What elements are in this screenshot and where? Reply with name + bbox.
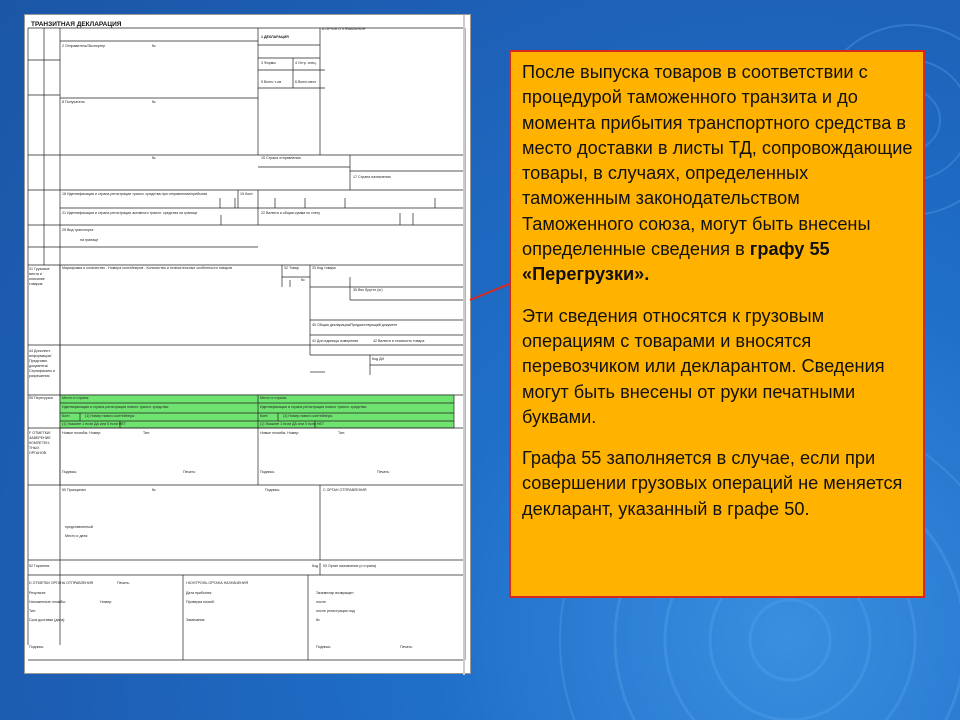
label-sign-2: Подпись:	[260, 470, 276, 474]
label-yes-no-2: (1) Укажите 1 если ДА или 0 если НЕТ	[260, 422, 325, 426]
label-principal: 50 Принципал	[62, 488, 86, 492]
label-place-date: Место и дата:	[65, 534, 89, 538]
label-country-dest: 17 Страна назначения	[353, 175, 391, 179]
label-no-3: №	[152, 156, 156, 160]
label-sign-3: Подпись:	[265, 488, 281, 492]
label-new-cont: (1) Номер нового контейнера:	[85, 414, 135, 418]
label-new-seals: Новые пломбы: Номер:	[62, 431, 102, 435]
label-stamp-4: Печать:	[400, 645, 413, 649]
label-yes-no: (1) Укажите 1 если ДА или 0 если НЕТ	[62, 422, 127, 426]
note-p1-text: После выпуска товаров в соответствии с процедурой таможенного транзита и до момента прибытия транспортного средства в место доставки в листы ТД, сопровождающие товары, в случаях, определенных таможенным законодательством Таможенного союза, могут быть внесены определенные сведения в	[522, 62, 913, 260]
label-type-1: Тип:	[143, 431, 150, 435]
label-return-copy: Экземпляр возвращен	[316, 591, 354, 595]
label-container: 19 Конт.	[240, 192, 254, 196]
label-special: 44 Дополнит. информация/ Представл. документы/ Сертификаты и разрешения	[29, 349, 55, 378]
label-add-units: 41 Доп.единицы измерения	[312, 339, 359, 343]
note-paragraph-3: Графа 55 заполняется в случае, если при совершении грузовых операций не меняется декларант, указанный в графе 50.	[522, 448, 903, 519]
label-seals-applied: Наложенные пломбы:	[29, 600, 66, 604]
label-cont-2: Конт.	[260, 414, 269, 418]
label-result: Результат:	[29, 591, 47, 595]
label-represented: представленный	[65, 525, 93, 529]
label-cont: Конт.	[62, 414, 71, 418]
label-registration: после регистрации под	[316, 609, 355, 613]
label-marks-dep: D ОТМЕТКИ ОРГАНА ОТПРАВЛЕНИЯ	[29, 581, 94, 585]
label-transport-type: 25 Вид транспорта	[62, 228, 94, 232]
label-no-1: №	[152, 44, 156, 48]
label-control-dest: I КОНТРОЛЬ ОРГАНА НАЗНАЧЕНИЯ	[186, 581, 249, 585]
label-at-border: на границе	[80, 238, 99, 242]
label-forms: 3 Формы	[261, 61, 276, 65]
label-place-country-2: Место и страна:	[260, 396, 287, 400]
label-arrival: Дата прибытия:	[186, 591, 213, 595]
label-transport-ident: 18 Идентификация и страна регистрации трансп. средства при отправлении/прибытии	[62, 192, 208, 196]
label-after: после	[316, 600, 326, 604]
label-type-3: Тип:	[29, 609, 36, 613]
label-stamp-3: Печать:	[117, 581, 130, 585]
transit-declaration-form	[24, 14, 471, 674]
label-marks: Маркировка и количество - Номера контейнеров - Количество и отличительные особенности товаров	[62, 266, 232, 270]
label-gross: 35 Вес брутто (кг)	[353, 288, 383, 292]
label-docs: 40 Общая декларация/Предшествующий документ	[312, 323, 398, 327]
label-places: 5 Всего т-ов	[261, 80, 282, 84]
label-dest-office: 53 Орган назначения (и страна)	[323, 564, 377, 568]
label-goods-col: 31 Грузовые места и описание товаров	[29, 267, 50, 286]
label-invoice-currency: 22 Валюта и общая сумма по счету	[261, 211, 321, 215]
label-total-places: 6 Всего мест	[295, 80, 317, 84]
label-sign-5: Подпись:	[316, 645, 332, 649]
label-extra: 42 Валюта и стоимость товара	[373, 339, 425, 343]
label-no-2: №	[152, 100, 156, 104]
note-paragraph-2: Эти сведения относятся к грузовым операциям с товарами и вносятся перевозчиком или декларантом. Сведения могут быть внесены от руки печатными буквами.	[522, 305, 885, 427]
label-code-bp: Код ДИ	[372, 357, 385, 361]
label-recipient: 8 Получатель	[62, 100, 85, 104]
label-stamp-1: Печать:	[183, 470, 196, 474]
label-sign-4: Подпись:	[29, 645, 45, 649]
label-customs-marks: F ОТМЕТКИ/ ЗАВЕРЕНИЕ КОМПЕТЕН- ТНЫХ ОРГАНОВ	[29, 431, 51, 455]
label-dep-control: С ОРГАН ОТПРАВЛЕНИЯ	[323, 488, 367, 492]
label-new-cont-2: (1) Номер нового контейнера:	[283, 414, 333, 418]
label-new-seals-2: Новые пломбы: Номер:	[260, 431, 300, 435]
label-reload-ident: Идентификация и страна регистрации нового трансп. средства:	[62, 405, 169, 409]
label-transport-border: 21 Идентификация и страна регистрации активного трансп. средства на границе	[62, 211, 198, 215]
label-no-5: №	[152, 488, 156, 492]
label-declaration: 1 ДЕКЛАРАЦИЯ	[261, 35, 289, 39]
label-code-g: Код	[312, 564, 319, 568]
label-item-no: 32 Товар	[284, 266, 299, 270]
label-remarks: Замечания:	[186, 618, 206, 622]
label-seal-check: Проверка пломб:	[186, 600, 215, 604]
label-no-4: №	[301, 278, 305, 282]
label-place-country: Место и страна:	[62, 396, 89, 400]
label-guarantee: 52 Гарантия	[29, 564, 50, 568]
label-specs: 4 Отгр. спец.	[295, 61, 317, 65]
label-reload-col: 55 Перегрузки	[29, 396, 53, 400]
label-sign-1: Подпись:	[62, 470, 78, 474]
label-period: Срок доставки (дата):	[29, 618, 66, 622]
label-goods-code: 33 Код товара	[312, 266, 336, 270]
label-sender: 2 Отправитель/Экспортер	[62, 44, 106, 48]
label-country-dispatch: 15 Страна отправления	[261, 156, 301, 160]
label-no-6: №	[316, 618, 320, 622]
explanation-note	[509, 50, 925, 598]
label-type-2: Тип:	[338, 431, 345, 435]
note-p1-bold: графу 55 «Перегрузки».	[522, 239, 830, 285]
label-organ: А ОРГАН ОТПРАВЛЕНИЯ	[322, 27, 366, 31]
form-title: ТРАНЗИТНАЯ ДЕКЛАРАЦИЯ	[31, 21, 122, 28]
label-stamp-2: Печать:	[377, 470, 390, 474]
note-paragraph-1	[522, 60, 913, 288]
form-grid	[25, 15, 472, 675]
label-number: Номер:	[100, 600, 113, 604]
label-reload-ident-2: Идентификация и страна регистрации нового трансп. средства:	[260, 405, 367, 409]
